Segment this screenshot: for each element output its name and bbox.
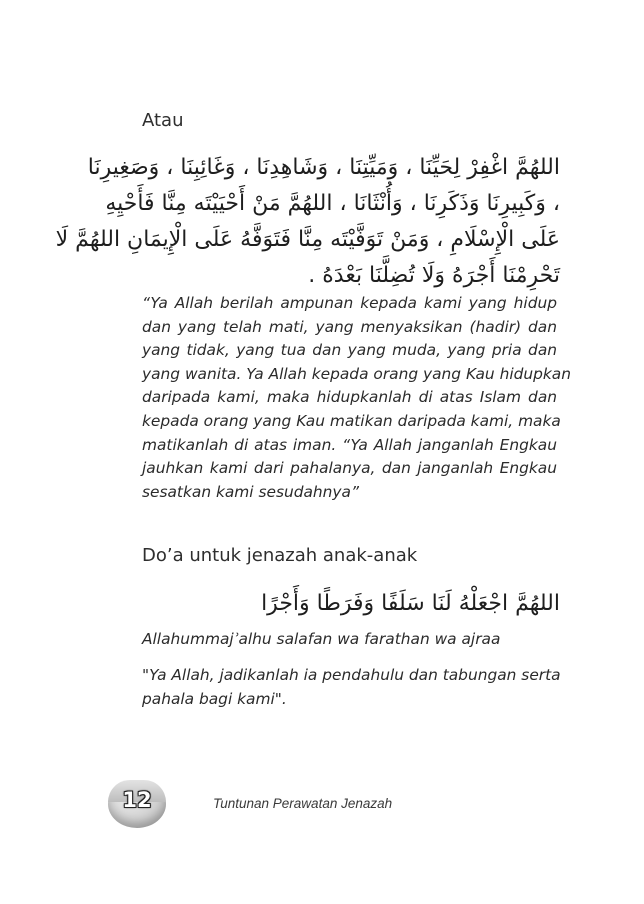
page-number: 12 — [122, 788, 152, 812]
translation-adult — [142, 292, 571, 504]
translation-line: matikanlah di atas iman. “Ya Allah janganlah Engkau — [142, 435, 557, 454]
translation-line: sesatkan kami sesudahnya” — [142, 482, 359, 501]
translation-line: pahala bagi kami". — [142, 689, 287, 708]
heading-atau: Atau — [142, 110, 184, 131]
translation-line: “Ya Allah berilah ampunan kepada kami yang hidup — [142, 294, 557, 312]
book-title: Tuntunan Perawatan Jenazah — [213, 796, 393, 811]
translation-line: "Ya Allah, jadikanlah ia pendahulu dan tabungan serta — [142, 666, 561, 684]
translation-line: jauhkan kami dari pahalanya, dan janganlah Engkau — [142, 459, 557, 478]
heading-doa-anak: Do’a untuk jenazah anak-anak — [142, 545, 418, 566]
arabic-prayer-adult — [55, 150, 560, 294]
latin-transliteration: Allahummajʾalhu salafan wa farathan wa ajraa — [142, 630, 501, 648]
arabic-line: اللهُمَّ اغْفِرْ لِحَيِّنَا ، وَمَيِّتِنَا ، وَشَاهِدِنَا ، وَغَائِبِنَا ، وَصَغِيرِنَا — [87, 155, 560, 180]
translation-line: daripada kami, maka hidupkanlah di atas Islam dan — [142, 388, 557, 407]
translation-line: yang tidak, yang tua dan yang muda, yang pria dan — [142, 341, 557, 360]
arabic-line: تَحْرِمْنَا أَجْرَهُ وَلَا تُضِلَّنَا بَعْدَهُ . — [308, 263, 560, 288]
arabic-line: ، وَكَبِيرِنَا وَذَكَرِنَا ، وَأُنْثَانَا ، اللهُمَّ مَنْ أَحْيَيْتَه مِنَّا فَأَحْيِهِ — [105, 191, 560, 216]
page-number-badge — [108, 780, 166, 828]
translation-line: dan yang telah mati, yang menyaksikan (hadir) dan — [142, 317, 557, 336]
arabic-line: عَلَى الْإِسْلَامِ ، وَمَنْ تَوَفَّيْتَه مِنَّا فَتَوَفَّهُ عَلَى الْإِيمَانِ اللهُمَّ لَا — [55, 227, 560, 252]
translation-line: kepada orang yang Kau matikan daripada kami, maka — [142, 411, 561, 430]
page-footer — [108, 780, 568, 830]
translation-line: yang wanita. Ya Allah kepada orang yang Kau hidupkan — [142, 364, 571, 383]
translation-child — [142, 664, 561, 711]
arabic-prayer-child: اللهُمَّ اجْعَلْهُ لَنَا سَلَفًا وَفَرَطًا وَأَجْرًا — [261, 591, 560, 616]
